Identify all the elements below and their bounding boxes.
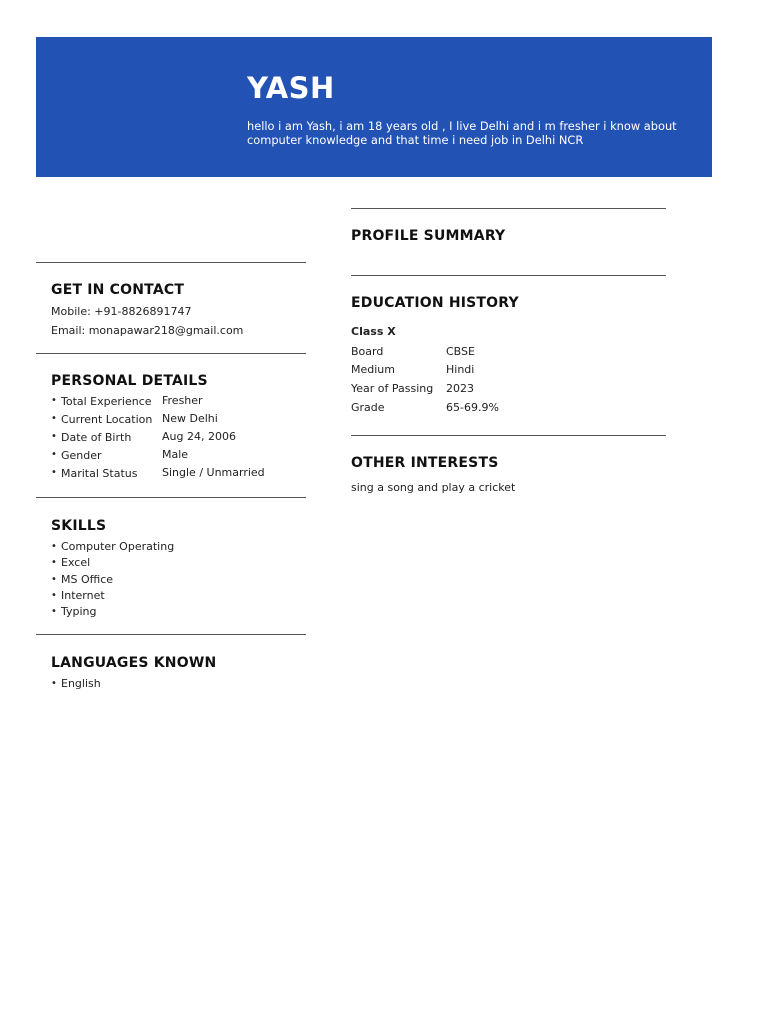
divider [351, 435, 666, 436]
detail-value: New Delhi [162, 412, 218, 425]
detail-value: Male [162, 448, 189, 461]
divider [36, 353, 306, 354]
detail-label: • Date of Birth [51, 431, 131, 444]
intro-text: hello i am Yash, i am 18 years old , I live Delhi and i m fresher i know about computer knowledge and that time i need job in Delhi NCR [247, 119, 677, 147]
education-class: Class X [351, 325, 396, 338]
personal-details-title: PERSONAL DETAILS [51, 373, 208, 389]
skills-title: SKILLS [51, 518, 107, 534]
education-label: Grade [351, 401, 385, 414]
list-item: • Typing [51, 604, 174, 620]
divider [36, 497, 306, 498]
detail-value: Fresher [162, 394, 203, 407]
candidate-name: YASH [247, 71, 335, 105]
education-value: CBSE [446, 345, 475, 358]
languages-list [51, 676, 101, 692]
list-item: • Internet [51, 588, 174, 604]
detail-label: • Current Location [51, 413, 152, 426]
detail-value: Aug 24, 2006 [162, 430, 236, 443]
education-value: Hindi [446, 363, 475, 376]
detail-label: • Marital Status [51, 467, 137, 480]
list-item: • English [51, 676, 101, 692]
education-value: 65-69.9% [446, 401, 499, 414]
header-banner [36, 37, 712, 177]
divider [351, 275, 666, 276]
divider [36, 262, 306, 263]
detail-value: Single / Unmarried [162, 466, 265, 479]
list-item: • MS Office [51, 572, 174, 588]
mobile-text: Mobile: +91-8826891747 [51, 305, 192, 318]
profile-summary-title: PROFILE SUMMARY [351, 228, 506, 244]
interests-text: sing a song and play a cricket [351, 481, 516, 494]
divider [36, 634, 306, 635]
skills-list [51, 539, 174, 620]
list-item: • Excel [51, 555, 174, 571]
detail-label: • Total Experience [51, 395, 152, 408]
education-label: Board [351, 345, 384, 358]
divider [351, 208, 666, 209]
contact-title: GET IN CONTACT [51, 282, 185, 298]
languages-title: LANGUAGES KNOWN [51, 655, 217, 671]
list-item: • Computer Operating [51, 539, 174, 555]
email-text: Email: monapawar218@gmail.com [51, 324, 244, 337]
education-title: EDUCATION HISTORY [351, 295, 519, 311]
education-label: Medium [351, 363, 395, 376]
education-label: Year of Passing [351, 382, 434, 395]
detail-label: • Gender [51, 449, 102, 462]
other-interests-title: OTHER INTERESTS [351, 455, 499, 471]
education-value: 2023 [446, 382, 474, 395]
